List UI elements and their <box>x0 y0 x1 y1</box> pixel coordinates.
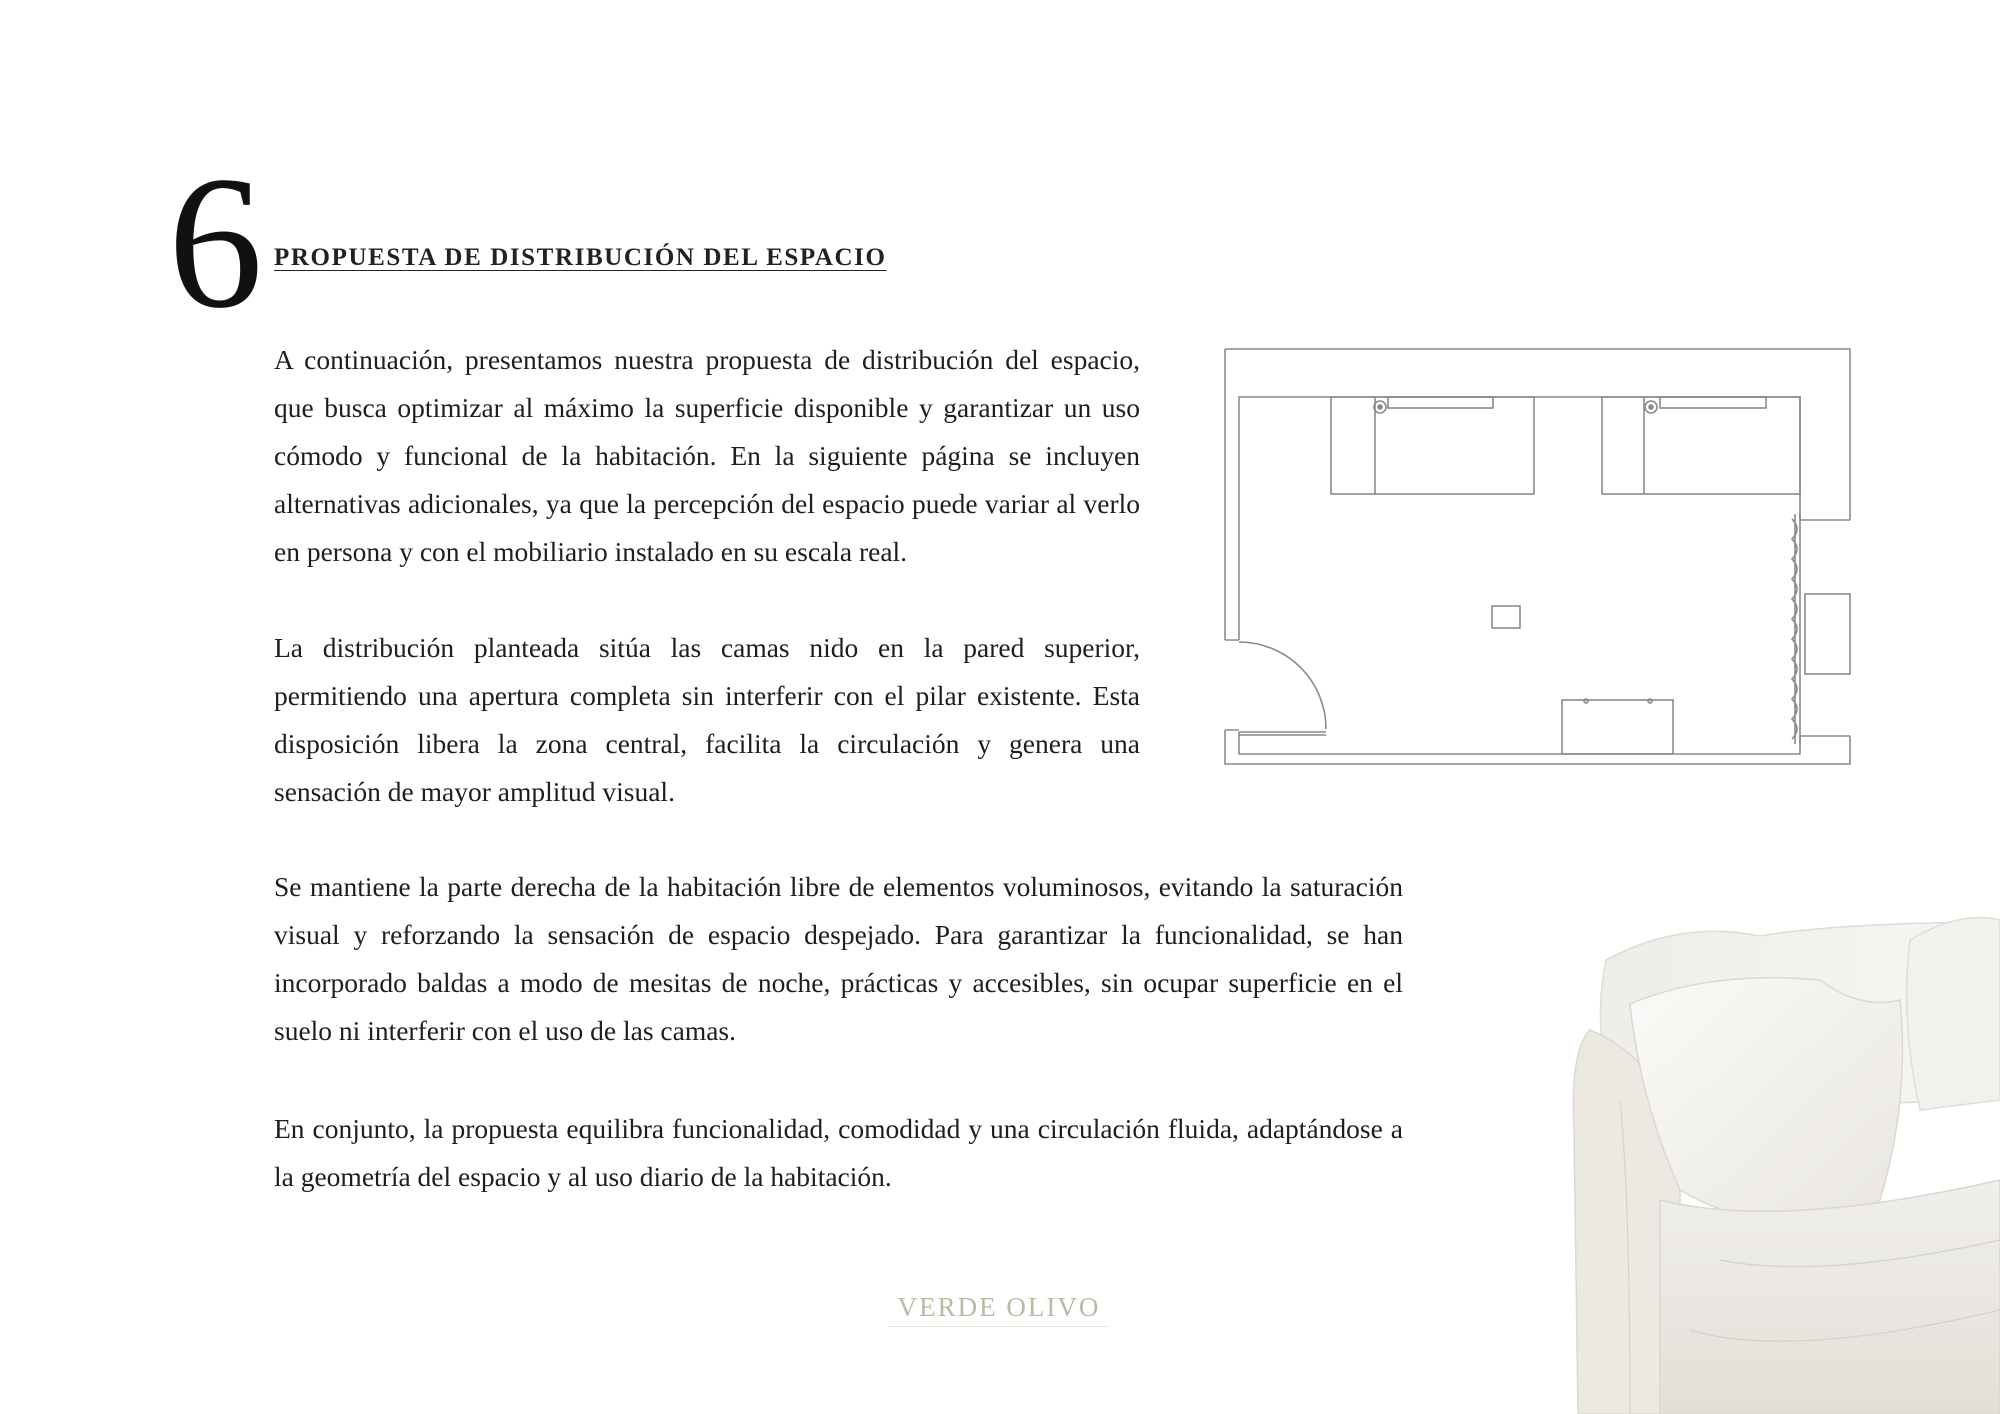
sofa-right-arm <box>1907 918 2000 1111</box>
paragraph-right-side: Se mantiene la parte derecha de la habitación libre de elementos voluminosos, evitando la saturación visual y reforzando la sensación de espacio despejado. Para garantizar la funcionalidad, se han incorporado baldas a modo de mesitas de noche, prácticas y accesibles, sin ocupar superficie en el suelo ni interferir con el uso de las camas. <box>274 871 1403 1046</box>
floor-plan-curtain <box>1792 514 1800 744</box>
section-title: PROPUESTA DE DISTRIBUCIÓN DEL ESPACIO <box>274 244 887 271</box>
paragraph-conclusion: En conjunto, la propuesta equilibra funcionalidad, comodidad y una circulación fluida, adaptándose a la geometría del espacio y al uso diario de la habitación. <box>274 1113 1403 1192</box>
section-number: 6 <box>168 138 263 348</box>
floor-plan-bed-left <box>1331 397 1534 494</box>
floor-plan-dresser <box>1562 699 1673 754</box>
floor-plan-bed-right <box>1602 397 1800 494</box>
paragraph-layout: La distribución planteada sitúa las camas nido en la pared superior, permitiendo una apertura completa sin interferir con el pilar existente. Esta disposición libera la zona central, facilita la circulación y genera una sensación de mayor amplitud visual. <box>274 632 1140 807</box>
floor-plan-door <box>1239 642 1326 735</box>
sofa-seat <box>1660 1180 2000 1414</box>
footer-brand: VERDE OLIVO <box>888 1292 1110 1327</box>
floor-plan-window-box <box>1805 594 1850 674</box>
floor-plan-inner-wall <box>1239 397 1800 754</box>
floor-plan-ceiling-light <box>1492 606 1520 628</box>
paragraph-intro: A continuación, presentamos nuestra propuesta de distribución del espacio, que busca optimizar al máximo la superficie disponible y garantizar un uso cómodo y funcional de la habitación. En la siguiente página se incluyen alternativas adicionales, ya que la percepción del espacio puede variar al verlo en persona y con el mobiliario instalado en su escala real. <box>274 344 1140 567</box>
floor-plan-drawing <box>1220 344 1856 774</box>
sofa-photo <box>1560 900 2000 1414</box>
floor-plan-outer-wall <box>1225 349 1850 764</box>
